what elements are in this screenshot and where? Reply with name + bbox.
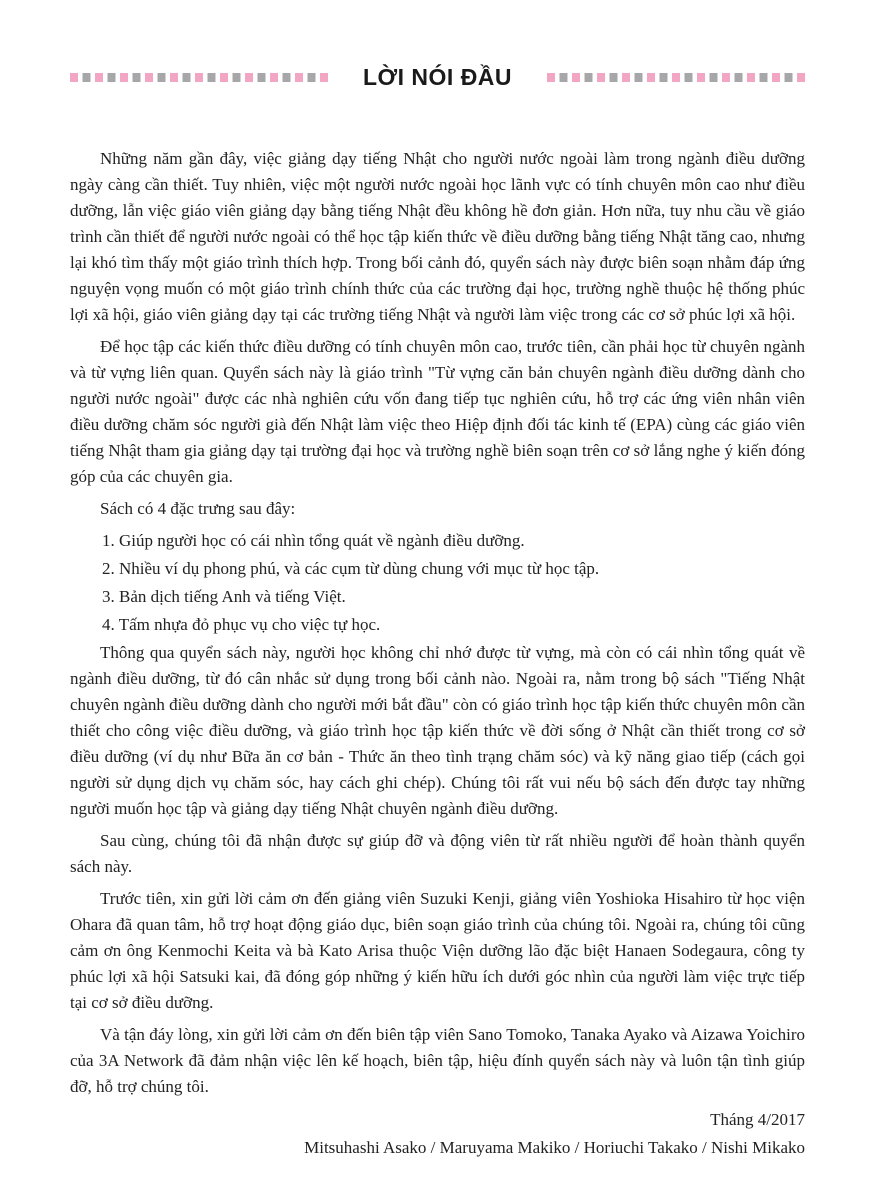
page-title: LỜI NÓI ĐẦU [362, 63, 513, 90]
dotted-rule-left-icon [70, 73, 328, 82]
features-intro: Sách có 4 đặc trưng sau đây: [100, 499, 296, 518]
signature-authors: Mitsuhashi Asako / Maruyama Makiko / Horiuchi Takako / Nishi Mikako [304, 1138, 805, 1157]
feature-item-2: 2. Nhiều ví dụ phong phú, và các cụm từ dùng chung với mục từ học tập. [102, 559, 600, 578]
dotted-rule-right-icon [547, 73, 805, 82]
paragraph-closing: Sau cùng, chúng tôi đã nhận được sự giúp đỡ và động viên từ rất nhiều người để hoàn thành quyển sách này. [70, 831, 805, 876]
feature-item-1: 1. Giúp người học có cái nhìn tổng quát về ngành điều dưỡng. [102, 531, 525, 550]
paragraph-textbook-origin: Để học tập các kiến thức điều dưỡng có tính chuyên môn cao, trước tiên, cần phải học từ chuyên ngành và từ vựng liên quan. Quyển sách này là giáo trình "Từ vựng căn bản chuyên ngành điều dưỡng dành cho người nước ngoài" được các nhà nghiên cứu vốn đang tiếp tục nghiên cứu, hỗ trợ các ứng viên nhân viên điều dưỡng chăm sóc người già đến Nhật làm việc theo Hiệp định đối tác kinh tế (EPA) cùng các giáo viên tiếng Nhật tham gia giảng dạy tại trường đại học và trường nghề biên soạn trên cơ sở lắng nghe ý kiến đóng góp của các chuyên gia. [70, 337, 805, 486]
paragraph-acknowledgement-2: Và tận đáy lòng, xin gửi lời cảm ơn đến biên tập viên Sano Tomoko, Tanaka Ayako và Aizawa Yoichiro của 3A Network đã đảm nhận việc lên kế hoạch, biên tập, hiệu đính quyển sách này và luôn tận tình giúp đỡ, hỗ trợ chúng tôi. [70, 1025, 805, 1096]
signature-date: Tháng 4/2017 [710, 1110, 805, 1129]
preface-body [70, 146, 805, 1162]
feature-item-4: 4. Tấm nhựa đỏ phục vụ cho việc tự học. [102, 615, 381, 634]
paragraph-intro: Những năm gần đây, việc giảng dạy tiếng Nhật cho người nước ngoài làm trong ngành điều dưỡng ngày càng cần thiết. Tuy nhiên, việc một người nước ngoài học lãnh vực có tính chuyên môn cao như điều dưỡng, lẫn việc giáo viên giảng dạy bằng tiếng Nhật đều không hề đơn giản. Hơn nữa, tuy nhu cầu về giáo trình cần thiết để người nước ngoài có thể học tập kiến thức về điều dưỡng bằng tiếng Nhật tăng cao, nhưng lại khó tìm thấy một giáo trình thích hợp. Trong bối cảnh đó, quyển sách này được biên soạn nhằm đáp ứng nguyện vọng muốn có một giáo trình chính thức của các trường đại học, trường nghề thuộc hệ thống phúc lợi xã hội, giáo viên giảng dạy tại các trường tiếng Nhật và người làm việc trong các cơ sở phúc lợi xã hội. [70, 149, 805, 324]
paragraph-book-series: Thông qua quyển sách này, người học không chỉ nhớ được từ vựng, mà còn có cái nhìn tổng quát về ngành điều dưỡng, từ đó cân nhắc sử dụng trong bối cảnh nào. Ngoài ra, nằm trong bộ sách "Tiếng Nhật chuyên ngành điều dưỡng dành cho người mới bắt đầu" còn có giáo trình học tập kiến thức chuyên môn cần thiết cho công việc điều dưỡng, và giáo trình học tập kiến thức về đời sống ở Nhật cần thiết trong cơ sở điều dưỡng (ví dụ như Bữa ăn cơ bản - Thức ăn theo tình trạng chăm sóc) và kỹ năng giao tiếp (cách gọi người sử dụng dịch vụ chăm sóc, hay cách ghi chép). Chúng tôi rất vui nếu bộ sách đến được tay những người muốn học tập và giảng dạy tiếng Nhật chuyên ngành điều dưỡng. [70, 643, 805, 818]
feature-item-3: 3. Bản dịch tiếng Anh và tiếng Việt. [102, 587, 346, 606]
signature-block [70, 1106, 805, 1162]
page-header [70, 62, 805, 92]
paragraph-acknowledgement-1: Trước tiên, xin gửi lời cảm ơn đến giảng viên Suzuki Kenji, giảng viên Yoshioka Hisahiro từ học viện Ohara đã quan tâm, hỗ trợ hoạt động giáo dục, biên soạn giáo trình của chúng tôi. Ngoài ra, chúng tôi cũng cảm ơn ông Kenmochi Keita và bà Kato Arisa thuộc Viện dưỡng lão đặc biệt Hanaen Sodegaura, công ty phúc lợi xã hội Satsuki kai, đã đóng góp những ý kiến hữu ích dưới góc nhìn của người làm việc trực tiếp tại cơ sở điều dưỡng. [70, 889, 805, 1012]
